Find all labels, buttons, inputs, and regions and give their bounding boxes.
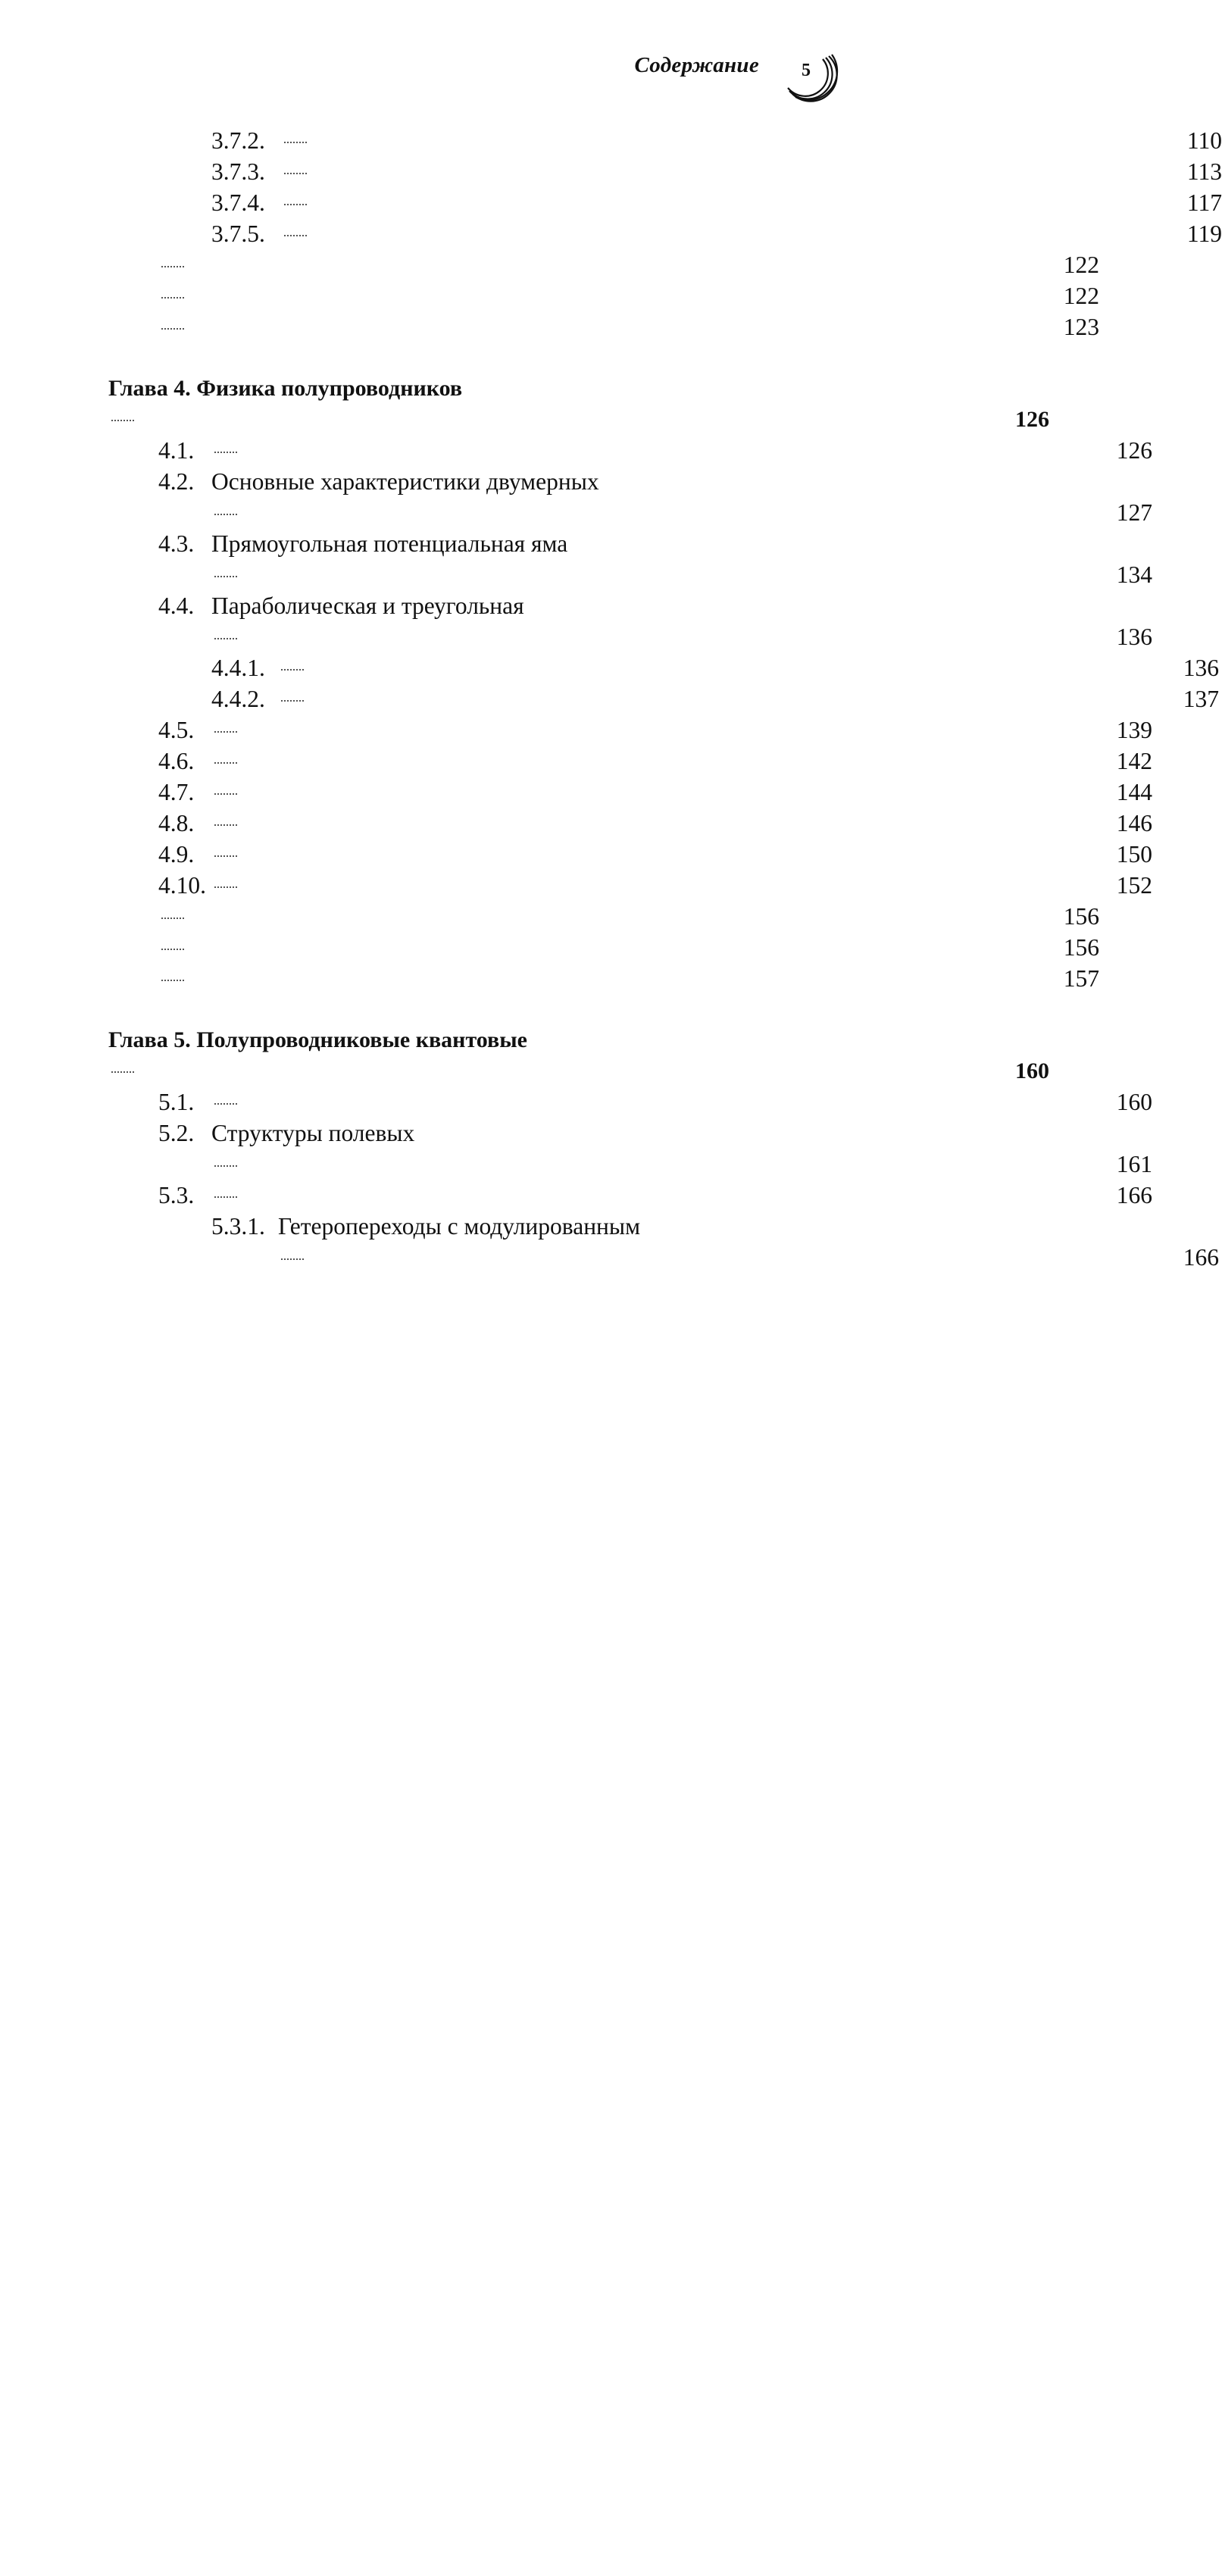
toc-entry[interactable]: [108, 125, 1222, 156]
toc-entry-number: 3.7.2.: [211, 127, 265, 154]
toc-entry-page: 160: [1116, 1089, 1152, 1115]
toc-entry-number: 4.5.: [158, 717, 195, 743]
toc-entry-number: 4.3.: [158, 530, 195, 557]
toc-entry-title: Основные характеристики двумерных: [211, 468, 599, 495]
dot-leader: [111, 420, 134, 421]
toc-entry-page: 139: [1116, 717, 1152, 743]
toc-entry-number: 3.7.5.: [211, 220, 265, 247]
toc-entry-number: 5.3.: [158, 1182, 195, 1208]
toc-entry-page: 146: [1116, 810, 1152, 836]
dot-leader: [161, 328, 184, 330]
toc-entry-page: 136: [1183, 655, 1219, 681]
dot-leader: [214, 514, 237, 515]
toc-entry-page: 126: [1015, 407, 1049, 432]
toc-entry[interactable]: [108, 280, 1099, 311]
toc-entry-number: 5.2.: [158, 1120, 195, 1146]
dot-leader: [214, 1196, 237, 1198]
toc-entry-number: 4.4.: [158, 592, 195, 619]
toc-entry-number: 4.2.: [158, 468, 195, 495]
toc-entry-page: 166: [1183, 1244, 1219, 1271]
toc-entry[interactable]: [108, 187, 1222, 218]
toc-entry-page: 127: [1116, 499, 1152, 526]
dot-leader: [281, 1258, 304, 1260]
toc-entry-number: 5.3.1.: [211, 1213, 265, 1240]
page-number-badge-icon: [782, 47, 835, 100]
dot-leader: [214, 824, 237, 826]
toc-entry[interactable]: [108, 932, 1099, 963]
toc-entry-page: 122: [1063, 252, 1099, 278]
dot-leader: [214, 793, 237, 795]
toc-entry-title: Параболическая и треугольная: [211, 592, 524, 619]
dot-leader: [161, 949, 184, 950]
toc-entry-number: 4.4.1.: [211, 655, 265, 681]
toc-entry-page: 156: [1063, 903, 1099, 930]
toc-entry-page: 160: [1015, 1058, 1049, 1083]
dot-leader: [214, 576, 237, 577]
toc-entry-number: 4.4.2.: [211, 686, 265, 712]
toc-entry[interactable]: [108, 901, 1099, 932]
dot-leader: [214, 731, 237, 733]
toc-entry-page: 156: [1063, 934, 1099, 961]
toc-entry[interactable]: [108, 404, 1049, 435]
dot-leader: [284, 204, 307, 205]
dot-leader: [214, 638, 237, 639]
toc-entry-title: Прямоугольная потенциальная яма: [211, 530, 568, 557]
header-title: Содержание: [634, 53, 759, 77]
toc-entry-page: 136: [1116, 624, 1152, 650]
toc-entry[interactable]: [108, 156, 1222, 187]
toc-entry-page: 161: [1116, 1151, 1152, 1177]
table-of-contents: [108, 125, 1222, 1273]
toc-entry-page: 152: [1116, 872, 1152, 899]
dot-leader: [161, 297, 184, 299]
dot-leader: [281, 669, 304, 671]
toc-entry-page: 157: [1063, 965, 1099, 992]
toc-entry-page: 166: [1116, 1182, 1152, 1208]
toc-entry-page: 150: [1116, 841, 1152, 868]
toc-entry-page: 137: [1183, 686, 1219, 712]
toc-entry-page: 110: [1186, 127, 1222, 154]
dot-leader: [281, 700, 304, 702]
toc-entry-number: 4.8.: [158, 810, 195, 836]
toc-entry-number: 4.7.: [158, 779, 195, 805]
toc-entry-title: Структуры полевых: [211, 1120, 415, 1146]
toc-entry[interactable]: [108, 249, 1099, 280]
toc-entry-number: 4.6.: [158, 748, 195, 774]
toc-entry[interactable]: [108, 218, 1222, 249]
toc-entry-page: 144: [1116, 779, 1152, 805]
toc-entry-page: 126: [1116, 437, 1152, 464]
toc-entry-page: 119: [1186, 220, 1222, 247]
dot-leader: [214, 886, 237, 888]
toc-entry-page: 134: [1116, 561, 1152, 588]
toc-entry-title: Глава 4. Физика полупроводников: [108, 376, 463, 401]
dot-leader: [161, 918, 184, 919]
toc-entry[interactable]: [108, 963, 1099, 994]
toc-entry-page: 142: [1116, 748, 1152, 774]
toc-entry-number: 3.7.3.: [211, 158, 265, 185]
dot-leader: [284, 142, 307, 143]
dot-leader: [214, 452, 237, 453]
dot-leader: [214, 762, 237, 764]
dot-leader: [111, 1071, 134, 1073]
toc-entry-title: Гетеропереходы с модулированным: [278, 1213, 641, 1240]
toc-entry-page: 122: [1063, 283, 1099, 309]
dot-leader: [161, 980, 184, 981]
toc-entry-title: Глава 5. Полупроводниковые квантовые: [108, 1027, 527, 1052]
toc-entry[interactable]: [108, 311, 1099, 342]
dot-leader: [284, 173, 307, 174]
toc-entry-number: 3.7.4.: [211, 189, 265, 216]
dot-leader: [284, 235, 307, 236]
dot-leader: [161, 266, 184, 267]
toc-entry-page: 113: [1186, 158, 1222, 185]
dot-leader: [214, 1165, 237, 1167]
running-header: [0, 47, 909, 100]
toc-entry-page: 117: [1186, 189, 1222, 216]
toc-entry[interactable]: [108, 1055, 1049, 1086]
page-number: 5: [802, 61, 811, 80]
toc-entry-number: 4.10.: [158, 872, 206, 899]
dot-leader: [214, 1103, 237, 1105]
toc-entry-number: 5.1.: [158, 1089, 195, 1115]
toc-entry-page: 123: [1063, 314, 1099, 340]
toc-entry-number: 4.1.: [158, 437, 195, 464]
dot-leader: [214, 855, 237, 857]
toc-entry-number: 4.9.: [158, 841, 195, 868]
